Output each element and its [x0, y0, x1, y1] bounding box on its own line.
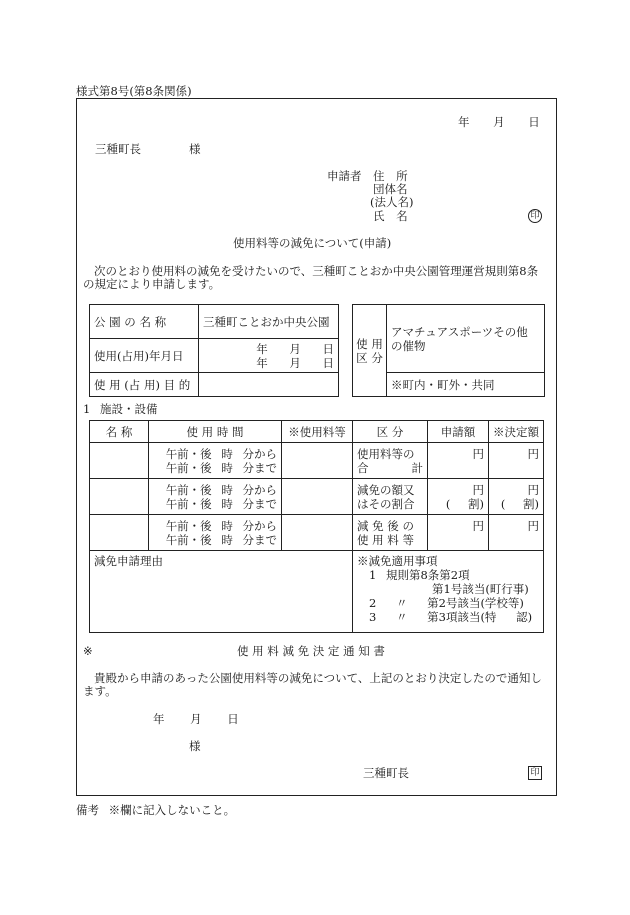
time-from: 午前・後 時 分から — [165, 482, 277, 497]
category-line1: 減免の額又 — [357, 482, 415, 497]
category-line2: はその割合 — [357, 496, 415, 511]
purpose-label: 使 用 (占 用) 目 的 — [90, 373, 199, 397]
applicant-seal-icon: 印 — [528, 209, 542, 223]
applicant-label: 申請者 — [327, 169, 362, 183]
category-cell — [353, 479, 428, 515]
time-to: 午前・後 時 分まで — [165, 460, 277, 475]
region-value: ※町内・町外・共同 — [387, 373, 545, 397]
col-header-name: 名 称 — [90, 421, 149, 443]
addressee-honorific: 様 — [189, 142, 201, 156]
use-category-value — [387, 305, 545, 373]
reduction-reason-label: 減免申請理由 — [94, 554, 163, 568]
facility-name-cell — [90, 479, 149, 515]
requested-unit: 円 — [472, 482, 484, 497]
time-cell — [149, 443, 282, 479]
category-cell — [353, 515, 428, 551]
decided-ratio: ( 割) — [500, 496, 539, 511]
time-cell — [149, 515, 282, 551]
use-category-label-line1: 使 用 — [356, 336, 383, 351]
category-cell — [353, 443, 428, 479]
requested-cell — [428, 443, 489, 479]
applicant-name-label: 氏 名 — [373, 209, 408, 223]
applicable-items-title: ※減免適用事項 — [357, 554, 438, 568]
use-category-table — [352, 304, 545, 397]
use-category-label — [353, 305, 387, 397]
applicable-item-3: 3 〃 第3項該当(特 認) — [369, 610, 533, 624]
use-category-value-line1: アマチュアスポーツその他 — [391, 324, 528, 339]
notice-honorific: 様 — [189, 739, 201, 753]
table-row — [90, 479, 544, 515]
decided-cell — [489, 479, 544, 515]
decided-cell — [489, 443, 544, 479]
requested-cell — [428, 479, 489, 515]
applicable-item-2: 2 〃 第2号該当(学校等) — [369, 596, 524, 610]
park-name-label: 公 園 の 名 称 — [90, 305, 199, 339]
addressee: 三種町長 — [95, 142, 141, 156]
applicable-item-1-sub: 第1号該当(町行事) — [432, 582, 529, 596]
facility-name-cell — [90, 443, 149, 479]
use-date-end: 年 月 日 — [256, 355, 334, 370]
fee-cell — [282, 479, 353, 515]
form-label: 様式第8号(第8条関係) — [76, 84, 192, 98]
use-date-start: 年 月 日 — [256, 341, 334, 356]
section-title: 1 施設・設備 — [83, 402, 158, 416]
reduction-reason-cell — [90, 551, 353, 633]
requested-ratio: ( 割) — [445, 496, 484, 511]
use-date-label: 使用(占用)年月日 — [90, 339, 199, 373]
remark: 備考 ※欄に記入しないこと。 — [76, 803, 236, 817]
use-category-label-line2: 区 分 — [356, 350, 383, 365]
applicant-corporate-label: (法人名) — [370, 195, 414, 209]
application-date: 年 月 日 — [458, 115, 540, 129]
category-line2: 使 用 料 等 — [357, 532, 414, 547]
fee-cell — [282, 515, 353, 551]
applicant-organization-label: 団体名 — [373, 182, 408, 196]
use-category-value-line2: の催物 — [391, 338, 426, 353]
notice-title: 使 用 料 減 免 決 定 通 知 書 — [237, 644, 385, 658]
notice-signer: 三種町長 — [363, 766, 409, 780]
col-header-category: 区 分 — [353, 421, 428, 443]
decided-unit: 円 — [527, 482, 539, 497]
decided-cell — [489, 515, 544, 551]
decided-unit: 円 — [527, 447, 539, 461]
use-date-values — [199, 339, 339, 373]
notice-date: 年 月 日 — [153, 712, 239, 726]
applicant-address-label: 住 所 — [373, 169, 408, 183]
park-name-value: 三種町ことおか中央公園 — [199, 305, 339, 339]
applicable-item-1: 1 規則第8条第2項 — [369, 568, 470, 582]
facility-table — [89, 420, 544, 633]
notice-body-line-2: ます。 — [83, 684, 117, 698]
col-header-decided: ※決定額 — [489, 421, 544, 443]
time-cell — [149, 479, 282, 515]
purpose-value — [199, 373, 339, 397]
decided-unit: 円 — [527, 519, 539, 533]
table-row — [90, 515, 544, 551]
time-from: 午前・後 時 分から — [165, 446, 277, 461]
time-to: 午前・後 時 分まで — [165, 532, 277, 547]
time-to: 午前・後 時 分まで — [165, 496, 277, 511]
official-seal-icon: 印 — [528, 766, 542, 780]
applicable-items-cell — [353, 551, 544, 633]
body-line-1: 次のとおり使用料の減免を受けたいので、三種町ことおか中央公園管理運営規則第8条 — [94, 264, 539, 278]
requested-cell — [428, 515, 489, 551]
table-row — [90, 443, 544, 479]
col-header-requested: 申請額 — [428, 421, 489, 443]
col-header-fee: ※使用料等 — [282, 421, 353, 443]
notice-body-line-1: 貴殿から申請のあった公園使用料等の減免について、上記のとおり決定したので通知し — [94, 671, 542, 685]
category-line1: 使用料等の — [357, 446, 415, 461]
requested-unit: 円 — [472, 519, 484, 533]
col-header-time: 使 用 時 間 — [149, 421, 282, 443]
time-from: 午前・後 時 分から — [165, 518, 277, 533]
document-title: 使用料等の減免について(申請) — [233, 236, 392, 250]
notice-mark: ※ — [83, 644, 93, 658]
category-line1: 減 免 後 の — [357, 518, 414, 533]
requested-unit: 円 — [472, 447, 484, 461]
fee-cell — [282, 443, 353, 479]
category-line2: 合 計 — [357, 460, 423, 475]
park-info-table — [89, 304, 339, 397]
body-line-2: の規定により申請します。 — [83, 277, 221, 291]
facility-name-cell — [90, 515, 149, 551]
